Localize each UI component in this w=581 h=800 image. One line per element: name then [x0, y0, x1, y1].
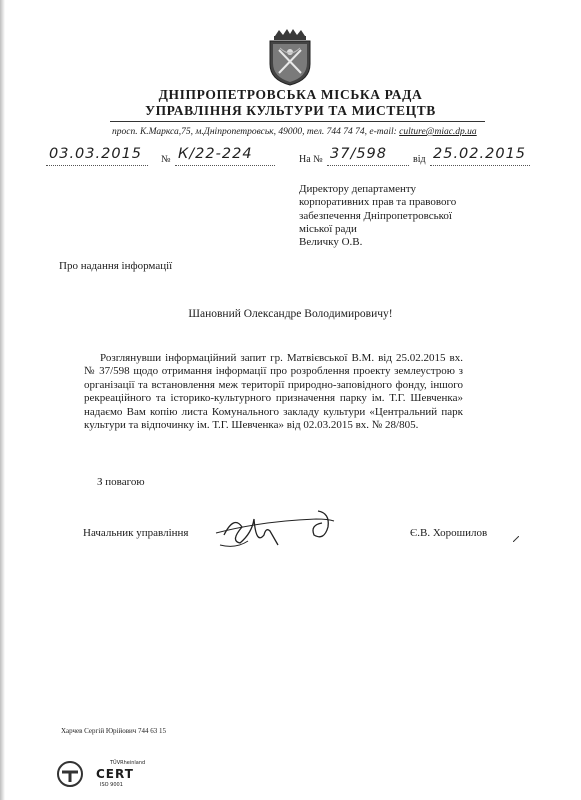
- org-name-line1: ДНІПРОПЕТРОВСЬКА МІСЬКА РАДА: [158, 87, 423, 102]
- coat-of-arms-icon: [265, 28, 315, 86]
- reply-number: 37/598: [330, 146, 388, 162]
- number-underline: [175, 165, 275, 166]
- org-address-text: просп. К.Маркса,75, м.Дніпропетровськ, 49000, тел. 744 74 74, e-mail:: [112, 127, 400, 137]
- outgoing-date: 03.03.2015: [49, 146, 143, 162]
- addressee-line: забезпечення Дніпропетровської: [299, 209, 452, 222]
- reply-number-underline: [327, 165, 409, 166]
- org-email-link[interactable]: culture@miac.dp.ua: [399, 127, 477, 137]
- reply-date-underline: [430, 165, 530, 166]
- scan-edge-shadow: [0, 0, 5, 800]
- letter-body: [84, 352, 463, 432]
- signatory-position: Начальник управління: [83, 527, 189, 539]
- letter-body-text: Розглянувши інформаційний запит гр. Матвієвської В.М. від 25.02.2015 вх. № 37/598 щодо отримання інформації про розроблення проекту землеустрою з організації та встановлення меж території природно-заповідного фонду, іншого рекреаційного та історико-культурного призначення парку ім. Т.Г. Шевченка» надаємо Вам копію листа Комунального закладу культури «Центральний парк культури та відпочинку ім. Т.Г. Шевченка» від 02.03.2015 вх. № 28/805.: [84, 352, 463, 432]
- outgoing-number-label: №: [161, 154, 171, 165]
- org-address: [112, 127, 477, 137]
- outgoing-number: К/22-224: [178, 146, 253, 162]
- tuv-certification-mark-icon: [54, 760, 88, 788]
- reply-number-label: На №: [299, 154, 323, 165]
- org-name-line2: УПРАВЛІННЯ КУЛЬТУРИ ТА МИСТЕЦТВ: [145, 103, 436, 118]
- addressee-line: Величку О.В.: [299, 236, 363, 249]
- cert-top-text: TÜVRheinland: [110, 760, 146, 766]
- corner-mark-icon: [513, 536, 519, 542]
- addressee-line: Директору департаменту: [299, 183, 417, 195]
- certification-mark: [54, 760, 164, 790]
- signatory-name: Є.В. Хорошилов: [410, 527, 488, 539]
- addressee-line: корпоративних прав та правового: [299, 196, 457, 209]
- letter-subject: Про надання інформації: [59, 260, 173, 272]
- reply-date: 25.02.2015: [433, 146, 527, 162]
- cert-bottom-text: ISO 9001: [100, 782, 123, 788]
- closing-regards: З повагою: [97, 476, 145, 488]
- handwritten-signature-icon: [212, 505, 337, 553]
- cert-main-text: CERT: [96, 767, 134, 781]
- executor-info: Харчев Сергій Юрійович 744 63 15: [61, 727, 167, 735]
- reply-date-label: від: [413, 154, 426, 165]
- letterhead-divider: [110, 121, 485, 122]
- addressee-block: [299, 183, 456, 249]
- salutation: Шановний Олександре Володимировичу!: [188, 308, 393, 320]
- addressee-line: міської ради: [299, 222, 357, 235]
- date-underline: [46, 165, 148, 166]
